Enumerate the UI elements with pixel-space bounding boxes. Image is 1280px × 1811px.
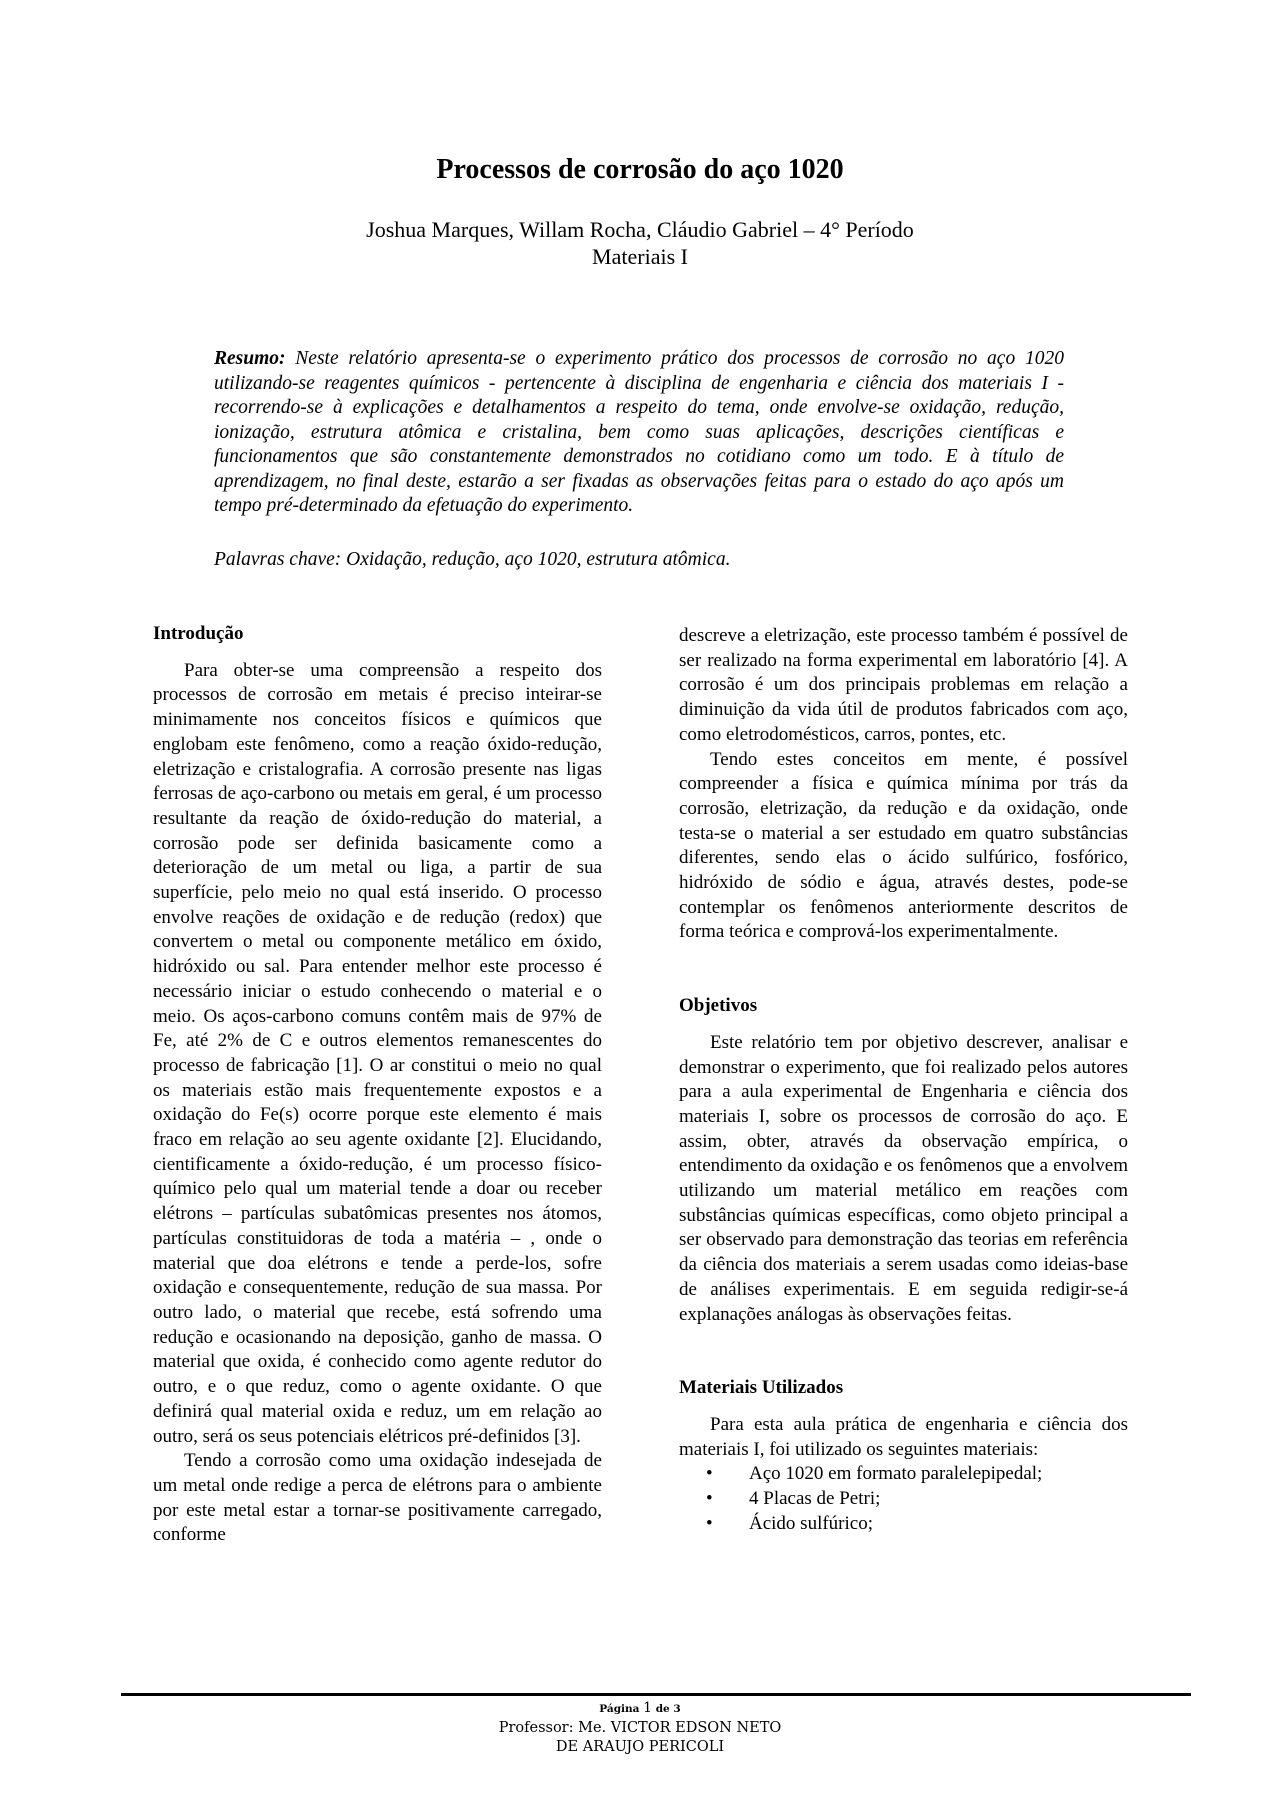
abstract bbox=[214, 347, 1064, 519]
left-column bbox=[153, 622, 602, 1548]
course-line: Materiais I bbox=[592, 244, 688, 269]
right-column bbox=[679, 624, 1128, 1537]
paragraph-continued: descreve a eletrização, este processo também é possível de ser realizado na forma experimental em laboratório [4]. A corrosão é um dos principais problemas em relação a diminuição da vida útil de produtos fabricados com aço, como eletrodomésticos, carros, pontes, etc. bbox=[679, 625, 1128, 745]
paper-title: Processos de corrosão do aço 1020 bbox=[436, 154, 844, 185]
bullet-icon: • bbox=[706, 1488, 713, 1510]
list-item: • 4 Placas de Petri; bbox=[749, 1487, 1128, 1512]
page-number: Página 1 de 3 bbox=[599, 1700, 681, 1716]
paragraph: Tendo a corrosão como uma oxidação indesejada de um metal onde redige a perca de elétrons para o ambiente por este metal estar a tornar-se positivamente carregado, conforme bbox=[153, 1450, 602, 1546]
section-heading-materiais: Materiais Utilizados bbox=[679, 1377, 844, 1399]
paragraph: Para obter-se uma compreensão a respeito dos processos de corrosão em metais é preciso inteirar-se minimamente nos conceitos físicos e químicos que englobam este fenômeno, como a reação óxido-redução, eletrização e cristalografia. A corrosão presente nas ligas ferrosas de aço-carbono ou metais em geral, é um processo resultante da reação de óxido-redução do material, a corrosão pode ser definida basicamente como a deterioração de um metal ou liga, a partir de sua superfície, pelo meio no qual está inserido. O processo envolve reações de oxidação e de redução (redox) que convertem o metal ou componente metálico em óxido, hidróxido ou sal. Para entender melhor este processo é necessário iniciar o estudo conhecendo o material e o meio. Os aços-carbono comuns contêm mais de 97% de Fe, até 2% de C e outros elementos remanescentes do processo de fabricação [1]. O ar constitui o meio no qual os materiais estão mais frequentemente expostos e a oxidação do Fe(s) ocorre porque este elemento é mais fraco em relação ao seu agente oxidante [2]. Elucidando, cientificamente a óxido-redução, é um processo físico-químico pelo qual um material tende a doar ou receber elétrons – partículas subatômicas presentes nos átomos, partículas constituidoras de toda a matéria – , onde o material que doa elétrons e tende a perde-los, sofre oxidação e consequentemente, redução de sua massa. Por outro lado, o material que recebe, está sofrendo uma redução e ocasionando na deposição, ganho de massa. O material que oxida, é conhecido como agente redutor do outro, e o que reduz, como o agente oxidante. O que definirá qual material oxida e reduz, um em relação ao outro, será os seus potenciais elétricos pré-definidos [3]. bbox=[153, 659, 602, 1447]
materials-list bbox=[679, 1462, 1128, 1536]
footer-divider bbox=[121, 1693, 1191, 1696]
keywords: Palavras chave: Oxidação, redução, aço 1020, estrutura atômica. bbox=[214, 549, 731, 570]
author-block bbox=[0, 216, 1280, 270]
paragraph: Este relatório tem por objetivo descrever, analisar e demonstrar o experimento, que foi realizado pelos autores para a aula experimental de Engenharia e ciência dos materiais I, sobre os processos de corrosão do aço. E assim, obter, através da observação empírica, o entendimento da oxidação e os fenômenos que a envolvem utilizando um material metálico em reações com substâncias químicas específicas, como objeto principal a ser observado para demonstração das teorias em referência da ciência dos materiais a serem usadas como ideias-base de análises experimentais. E em seguida redigir-se-á explanações análogas às observações feitas. bbox=[679, 1031, 1128, 1325]
paragraph: Tendo estes conceitos em mente, é possível compreender a física e química mínima por trás da corrosão, eletrização, da redução e da oxidação, onde testa-se o material a ser estudado em quatro substâncias diferentes, sendo elas o ácido sulfúrico, fosfórico, hidróxido de sódio e água, através destes, pode-se contemplar os fenômenos anteriormente descritos de forma teórica e comprová-los experimentalmente. bbox=[679, 748, 1128, 943]
paragraph: Para esta aula prática de engenharia e ciência dos materiais I, foi utilizado os seguintes materiais: bbox=[679, 1413, 1128, 1460]
bullet-icon: • bbox=[706, 1512, 713, 1534]
abstract-label: Resumo: bbox=[214, 348, 286, 369]
footer-professor: Professor: Me. VICTOR EDSON NETO DE ARAUJO PERICOLI bbox=[498, 1720, 782, 1755]
list-item: • Ácido sulfúrico; bbox=[749, 1512, 1128, 1537]
list-item: • Aço 1020 em formato paralelepipedal; bbox=[749, 1462, 1128, 1487]
section-heading-introducao: Introdução bbox=[153, 623, 244, 644]
authors-line: Joshua Marques, Willam Rocha, Cláudio Gabriel – 4° Período bbox=[366, 217, 914, 242]
section-heading-objetivos: Objetivos bbox=[679, 995, 758, 1017]
bullet-icon: • bbox=[706, 1463, 713, 1485]
abstract-text: Neste relatório apresenta-se o experimento prático dos processos de corrosão no aço 1020 utilizando-se reagentes químicos - pertencente à disciplina de engenharia e ciência dos materiais I - recorrendo-se à explicações e detalhamentos a respeito do tema, onde envolve-se oxidação, redução, ionização, estrutura atômica e cristalina, bem como suas aplicações, descrições científicas e funcionamentos que são constantemente demonstrados no cotidiano como um todo. E à título de aprendizagem, no final deste, estarão a ser fixadas as observações feitas para o estado do aço após um tempo pré-determinado da efetuação do experimento. bbox=[214, 348, 1064, 516]
